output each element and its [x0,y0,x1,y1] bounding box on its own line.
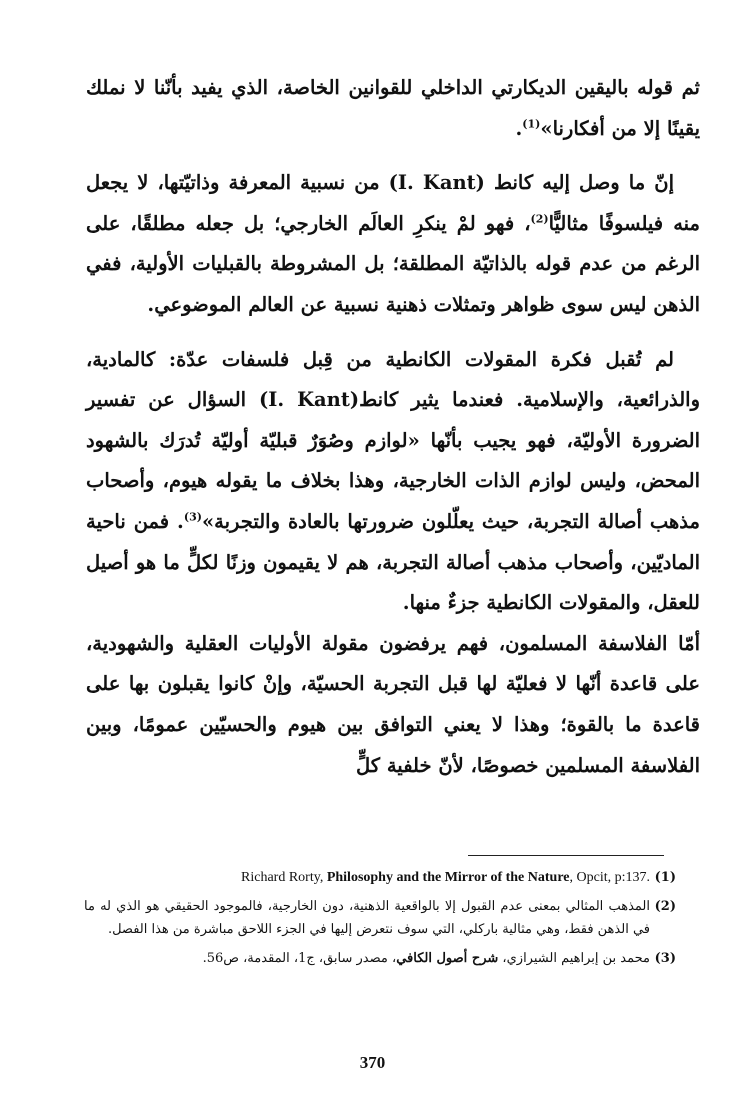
footnote-ref-3[interactable]: (3) [183,510,202,524]
paragraph-1: ثم قوله باليقين الديكارتي الداخلي للقوانين الخاصة، الذي يفيد بأنّنا لا نملك يقينًا إلا من أفكارنا»$^{(1)}$. [86,76,700,140]
footnote-separator [468,855,664,856]
footnote-2 [84,895,676,941]
footnote-number: (2) [654,899,676,914]
footnote-ref-1[interactable]: (1) [522,117,541,131]
main-text [86,68,700,786]
footnote-book-title: شرح أصول الكافي [396,951,499,966]
footnote-text: محمد بن إبراهيم الشيرازي، شرح أصول الكافي، مصدر سابق، ج1، المقدمة، ص56. [202,951,650,966]
paragraph-2: إنّ ما وصل إليه كانط (I. Kant) من نسبية المعرفة وذاتيّتها، لا يجعل منه فيلسوفًا مثاليًّا$^{(2)}$، فهو لمْ ينكرِ العالَم الخارجي؛ بل جعله مطلقًا، على الرغم من عدم قوله بالذاتيّة المطلقة؛ بل المشروطة بالقبليات الأولية، ففي الذهن ليس سوى ظواهر وتمثلات ذهنية نسبية عن العالم الموضوعي. [86,171,700,316]
footnote-1 [84,866,676,889]
paragraph-3: لم تُقبل فكرة المقولات الكانطية من قِبل فلسفات عدّة: كالمادية، والذرائعية، والإسلامية. فعندما يثير كانط(I. Kant) السؤال عن تفسير الضرورة الأوليّة، فهو يجيب بأنّها «لوازم وصُوَرٌ قبليّة أوليّة تُدرَك بالشهود المحض، وليس لوازم الذات الخارجية، وهذا بخلاف ما يقوله هيوم، وأصحاب مذهب أصالة التجربة، حيث يعلّلون ضرورتها بالعادة والتجربة»$^{(3)}$. فمن ناحية الماديّين، وأصحاب مذهب أصالة التجربة، هم لا يقيمون وزنًا لكلٍّ ما هو أصيل للعقل، والمقولات الكانطية جزءٌ منها. [86,347,700,615]
footnote-ref-2[interactable]: (2) [530,212,549,226]
footnote-text: المذهب المثالي بمعنى عدم القبول إلا بالواقعية الذهنية، دون الخارجية، فالموجود الحقيقي هو الذي له ما في الذهن فقط، وهي مثالية باركلي، التي سوف نتعرض إليها في الجزء اللاحق مباشرة من هذا الفصل. [84,899,650,937]
footnote-number: (3) [654,951,676,966]
footnotes [84,866,676,976]
footnote-number: (1) [654,870,676,885]
footnote-text: Richard Rorty, Philosophy and the Mirror of the Nature, Opcit, p:137. [241,870,650,885]
footnote-book-title: Philosophy and the Mirror of the Nature [326,870,570,885]
page-number: 370 [359,1053,386,1072]
paragraph-4: أمّا الفلاسفة المسلمون، فهم يرفضون مقولة الأوليات العقلية والشهودية، على قاعدة أنّها لا فعليّة لها قبل التجربة الحسيّة، وإنْ كانوا يقبلون بها على قاعدة ما بالقوة؛ وهذا لا يعني التوافق بين هيوم والحسيّين عمومًا، وبين الفلاسفة المسلمين خصوصًا، لأنّ خلفية كلٍّ [86,631,700,777]
footnote-3 [84,947,676,970]
